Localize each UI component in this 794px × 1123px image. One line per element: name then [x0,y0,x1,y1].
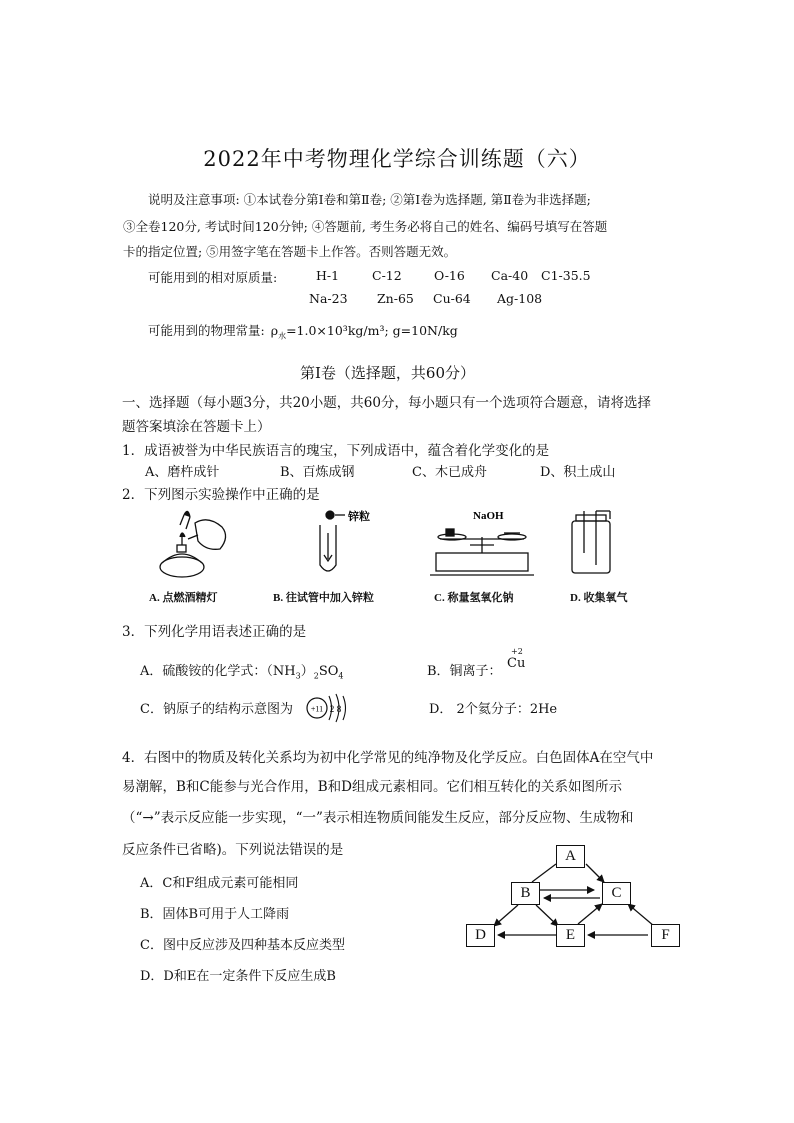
arrow-e-to-c [578,904,602,924]
q4-option-a: A．C和F组成元素可能相同 [140,876,299,891]
q1-stem: 1．成语被誉为中华民族语言的瑰宝，下列成语中，蕴含着化学变化的是 [122,443,550,459]
gas-bottle-illustration [572,511,610,573]
q4-option-d: D．D和E在一定条件下反应生成B [140,969,336,984]
q3-option-a-paren: ） [300,664,314,679]
constants-line [148,321,458,342]
node-c: C [602,882,631,905]
q2-apparatus-figure [140,505,660,585]
q1-option-d: D、积土成山 [540,465,616,480]
q4-option-c: C．图中反应涉及四种基本反应类型 [140,938,345,953]
section-instruction-2: 题答案填涂在答题卡上） [122,419,271,435]
atomic-mass-na: Na-23 [309,291,348,306]
zinc-label: 锌粒 [348,511,370,523]
arrow-a-to-c [586,864,604,882]
constants-label: 可能用到的物理常量: [148,323,265,338]
atom-nucleus-label: +11 [310,704,324,714]
q3-option-c: C．钠原子的结构示意图为 [140,702,293,717]
alcohol-lamp-illustration [160,511,226,577]
q4-line-3: （“→”表示反应能一步实现，“一”表示相连物质间能发生反应，部分反应物、生成物和 [122,810,634,826]
q4-line-2: 易潮解，B和C能参与光合作用，B和D组成元素相同。它们相互转化的关系如图所示 [122,779,622,795]
naoh-label: NaOH [473,510,504,522]
q2-caption-a: A. 点燃酒精灯 [149,592,218,604]
q2-caption-c: C. 称量氢氧化钠 [434,592,514,604]
q3-option-b-symbol: Cu [507,656,526,671]
atomic-mass-cu: Cu-64 [433,291,471,306]
q2-caption-d: D. 收集氧气 [570,592,628,604]
q3-option-a-so: SO [318,664,339,679]
q3-stem: 3．下列化学用语表述正确的是 [122,624,307,640]
atomic-mass-c: C-12 [372,268,402,283]
node-d: D [466,924,495,947]
atom-shell-1: 2 [329,704,335,714]
atomic-mass-ca: Ca-40 [491,268,529,283]
constants-rho-sub: 水 [278,331,287,341]
q3-option-a-sub2: 2 [313,671,319,681]
note-line-2: ③全卷120分, 考试时间120分钟; ④答题前, 考生务必将自己的姓名、编码号填写在答题 [123,219,608,234]
q2-caption-b: B. 往试管中加入锌粒 [273,592,374,604]
test-tube-illustration [320,511,345,571]
node-e: E [556,924,585,947]
q2-stem: 2．下列图示实验操作中正确的是 [122,487,320,503]
q1-option-a: A、磨杵成针 [145,465,220,480]
atom-shell-2: 8 [336,704,342,714]
node-b: B [511,882,540,905]
note-line-3: 卡的指定位置; ⑤用签字笔在答题卡上作答。否则答题无效。 [123,244,457,259]
q3-option-a-text: A．硫酸铵的化学式：（NH [140,664,296,679]
q3-option-a [140,660,343,681]
atomic-mass-ag: Ag-108 [497,291,543,306]
atomic-mass-cl: C1-35.5 [541,268,591,283]
sodium-atom-diagram [305,692,351,724]
node-f: F [651,924,680,947]
link-a-b [532,864,556,882]
q1-option-c: C、木已成舟 [412,465,487,480]
arrow-f-to-c [628,904,654,926]
section-heading: 第Ⅰ卷（选择题，共60分） [300,364,476,382]
balance-illustration [430,529,534,575]
atomic-mass-o: O-16 [434,268,465,283]
q3-option-b-charge: +2 [511,647,523,656]
q4-line-4: 反应条件已省略)。下列说法错误的是 [122,842,344,858]
q4-option-b: B．固体B可用于人工降雨 [140,907,290,922]
q3-option-b: B．铜离子： [427,664,502,679]
q1-option-b: B、百炼成钢 [280,465,355,480]
atomic-mass-zn: Zn-65 [377,291,414,306]
note-line-1: 说明及注意事项: ①本试卷分第Ⅰ卷和第Ⅱ卷; ②第Ⅰ卷为选择题, 第Ⅱ卷为非选择题; [148,192,591,207]
constants-value: =1.0×10³kg/m³; g=10N/kg [286,323,458,338]
q3-option-d: D． 2个氦分子：2He [429,702,558,717]
page-title: 2022年中考物理化学综合训练题（六） [203,147,591,171]
atomic-mass-label: 可能用到的相对原质量: [148,270,278,285]
atomic-mass-h: H-1 [316,268,340,283]
arrow-b-to-e [536,905,558,926]
arrow-b-to-d [494,905,518,926]
q3-option-a-sub3: 3 [295,671,301,681]
q3-option-a-sub4: 4 [338,671,344,681]
node-a: A [556,845,585,868]
q4-line-1: 4．右图中的物质及转化关系均为初中化学常见的纯净物及化学反应。白色固体A在空气中 [122,750,654,766]
section-instruction-1: 一、选择题（每小题3分，共20小题，共60分，每小题只有一个选项符合题意，请将选择 [122,395,651,411]
constants-rho: ρ [270,323,279,338]
